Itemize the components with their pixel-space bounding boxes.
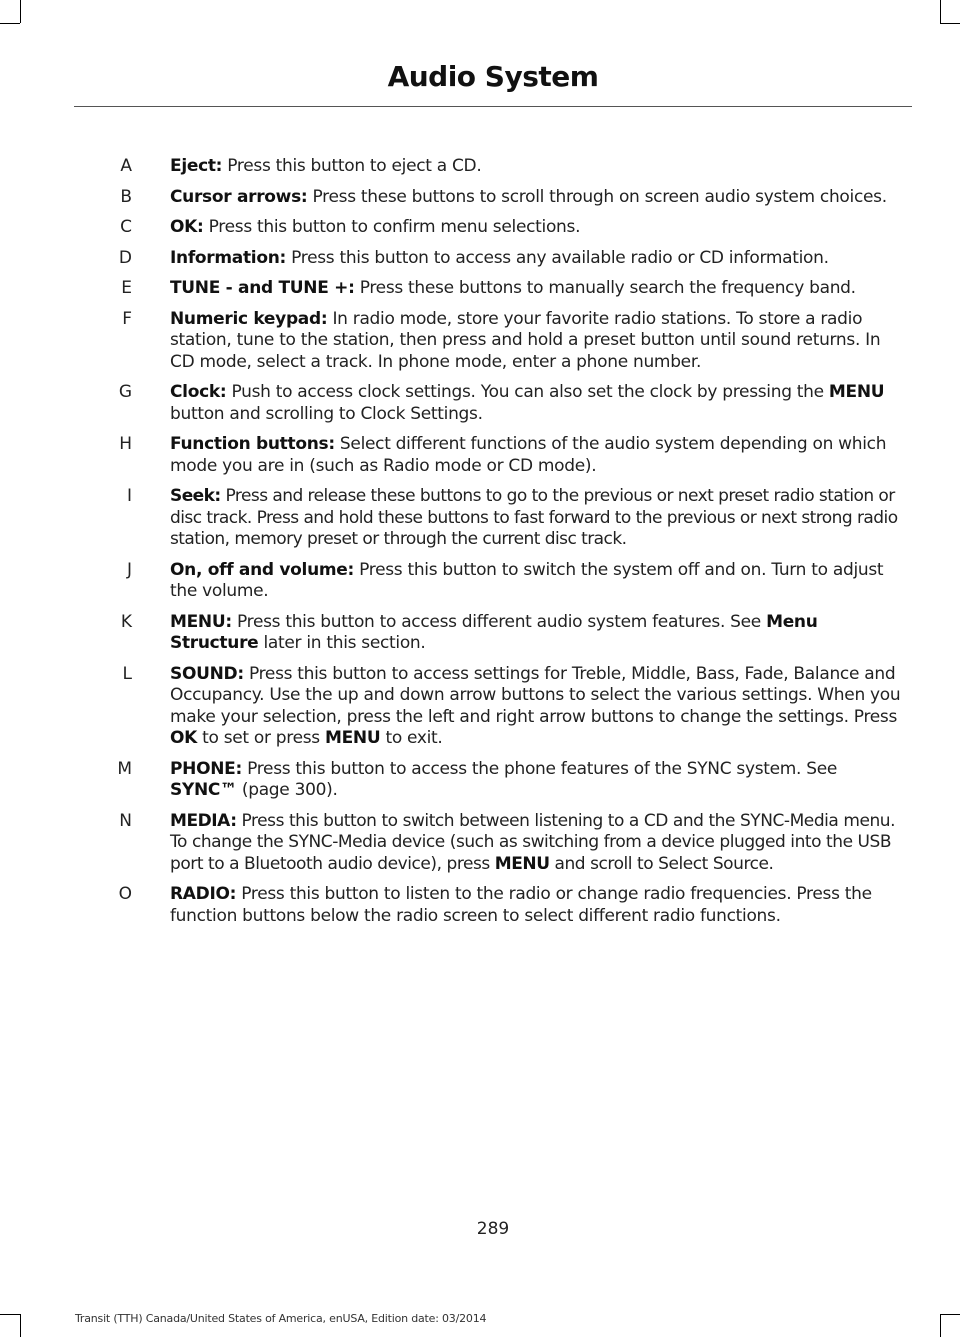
item-text: Press these buttons to manually search the frequency band. xyxy=(354,278,856,298)
item-term: Information: xyxy=(170,247,287,268)
item-text: Press this button to access any available radio or CD information. xyxy=(286,247,829,268)
list-item xyxy=(88,309,908,374)
item-text: and scroll to Select Source. xyxy=(549,853,774,874)
item-term: MEDIA: xyxy=(170,810,237,831)
item-text: In radio mode, store your favorite radio stations. To store a radio station, tune to the station, then press and hold a preset button until sound returns. In CD mode, select a track. In phone mode, enter a phone number. xyxy=(170,308,881,372)
item-letter: O xyxy=(118,884,132,904)
item-text: Press this button to eject a CD. xyxy=(222,156,482,176)
item-text: Press this button to access the phone features of the SYNC system. See xyxy=(241,758,838,779)
item-letter: J xyxy=(126,559,132,580)
item-text: button and scrolling to Clock Settings. xyxy=(170,403,483,424)
cross-reference: Menu Structure xyxy=(170,611,818,653)
item-description xyxy=(170,309,908,374)
footer-edition-text: Transit (TTH) Canada/United States of America, enUSA, Edition date: 03/2014 xyxy=(75,1312,487,1325)
list-item xyxy=(88,560,908,603)
crop-mark xyxy=(0,1314,20,1315)
item-description xyxy=(170,612,908,655)
list-item xyxy=(88,811,908,876)
item-term: Numeric keypad: xyxy=(170,308,328,329)
list-item xyxy=(88,217,908,239)
item-text: to set or press xyxy=(197,728,325,748)
item-description xyxy=(170,759,908,802)
item-description xyxy=(170,884,908,927)
item-letter: K xyxy=(120,611,132,632)
crop-mark xyxy=(940,1314,960,1315)
item-letter: E xyxy=(121,278,132,298)
item-letter: I xyxy=(126,486,132,506)
item-text: Press this button to access different audio system features. See xyxy=(231,611,767,632)
item-letter: D xyxy=(118,247,132,268)
item-term: OK: xyxy=(170,217,204,237)
page-title: Audio System xyxy=(387,60,599,93)
item-letter: B xyxy=(120,186,132,207)
item-letter: L xyxy=(122,663,132,684)
item-text: Press this button to listen to the radio or change radio frequencies. Press the function buttons below the radio screen to select different radio functions. xyxy=(170,884,872,926)
item-description xyxy=(170,248,908,270)
item-text: Press and release these buttons to go to the previous or next preset radio station or disc track. Press and hold these buttons to fast forward to the previous or next strong radio station, memory preset or through the current disc track. xyxy=(170,486,898,549)
list-item xyxy=(88,278,908,300)
crop-mark xyxy=(940,0,941,23)
definition-list xyxy=(88,156,908,936)
item-description xyxy=(170,486,908,551)
item-text: Press this button to switch the system off and on. Turn to adjust the volume. xyxy=(170,559,884,601)
item-term: PHONE: xyxy=(170,758,242,779)
item-text: Press this button to confirm menu selections. xyxy=(203,217,581,237)
crop-mark xyxy=(20,0,21,23)
item-letter: M xyxy=(117,758,132,779)
list-item xyxy=(88,156,908,178)
item-description xyxy=(170,156,908,178)
item-term: Cursor arrows: xyxy=(170,186,308,207)
item-term: Seek: xyxy=(170,486,221,506)
list-item xyxy=(88,486,908,551)
list-item xyxy=(88,884,908,927)
item-term: Clock: xyxy=(170,382,227,402)
item-text: Push to access clock settings. You can also set the clock by pressing the xyxy=(226,382,829,402)
item-term: TUNE - and TUNE +: xyxy=(170,278,355,298)
item-text: Press this button to access settings for Treble, Middle, Bass, Fade, Balance and Occupancy. Use the up and down arrow buttons to select the various settings. When you make your selection, press the left and right arrow buttons to change the settings. Press xyxy=(170,663,901,727)
crop-mark xyxy=(940,1314,941,1337)
item-term: SOUND: xyxy=(170,663,244,684)
list-item xyxy=(88,248,908,270)
item-description xyxy=(170,664,908,750)
crop-mark xyxy=(940,23,960,24)
item-text: to exit. xyxy=(380,728,443,748)
item-text: Press this button to switch between listening to a CD and the SYNC-Media menu. To change the SYNC-Media device (such as switching from a device plugged into the USB port to a Bluetooth audio device), press xyxy=(170,810,896,874)
item-letter: G xyxy=(118,382,132,402)
item-text: (page 300). xyxy=(236,780,338,800)
inline-bold: OK xyxy=(170,728,198,748)
item-description xyxy=(170,382,908,425)
item-letter: H xyxy=(119,434,132,454)
list-item xyxy=(88,612,908,655)
inline-bold: MENU xyxy=(828,382,885,402)
item-letter: C xyxy=(120,217,132,237)
item-description xyxy=(170,278,908,300)
item-term: On, off and volume: xyxy=(170,559,355,580)
crop-mark xyxy=(0,23,20,24)
item-description xyxy=(170,434,908,477)
item-text: Press these buttons to scroll through on screen audio system choices. xyxy=(307,186,887,207)
item-description xyxy=(170,217,908,239)
item-term: RADIO: xyxy=(170,884,237,904)
item-description xyxy=(170,811,908,876)
item-letter: A xyxy=(120,156,132,176)
item-letter: N xyxy=(119,810,132,831)
item-text: Select different functions of the audio system depending on which mode you are in (such as Radio mode or CD mode). xyxy=(170,434,887,476)
item-letter: F xyxy=(122,308,132,329)
item-description xyxy=(170,187,908,209)
crop-mark xyxy=(20,1314,21,1337)
cross-reference: SYNC™ xyxy=(170,780,237,800)
list-item xyxy=(88,664,908,750)
inline-bold: MENU xyxy=(494,853,550,874)
item-term: Function buttons: xyxy=(170,434,335,454)
item-text: later in this section. xyxy=(258,633,426,653)
page-number: 289 xyxy=(476,1219,510,1239)
inline-bold: MENU xyxy=(324,728,381,748)
list-item xyxy=(88,382,908,425)
item-term: Eject: xyxy=(170,156,223,176)
header-divider xyxy=(74,106,912,107)
item-term: MENU: xyxy=(170,611,232,632)
list-item xyxy=(88,187,908,209)
list-item xyxy=(88,759,908,802)
list-item xyxy=(88,434,908,477)
item-description xyxy=(170,560,908,603)
